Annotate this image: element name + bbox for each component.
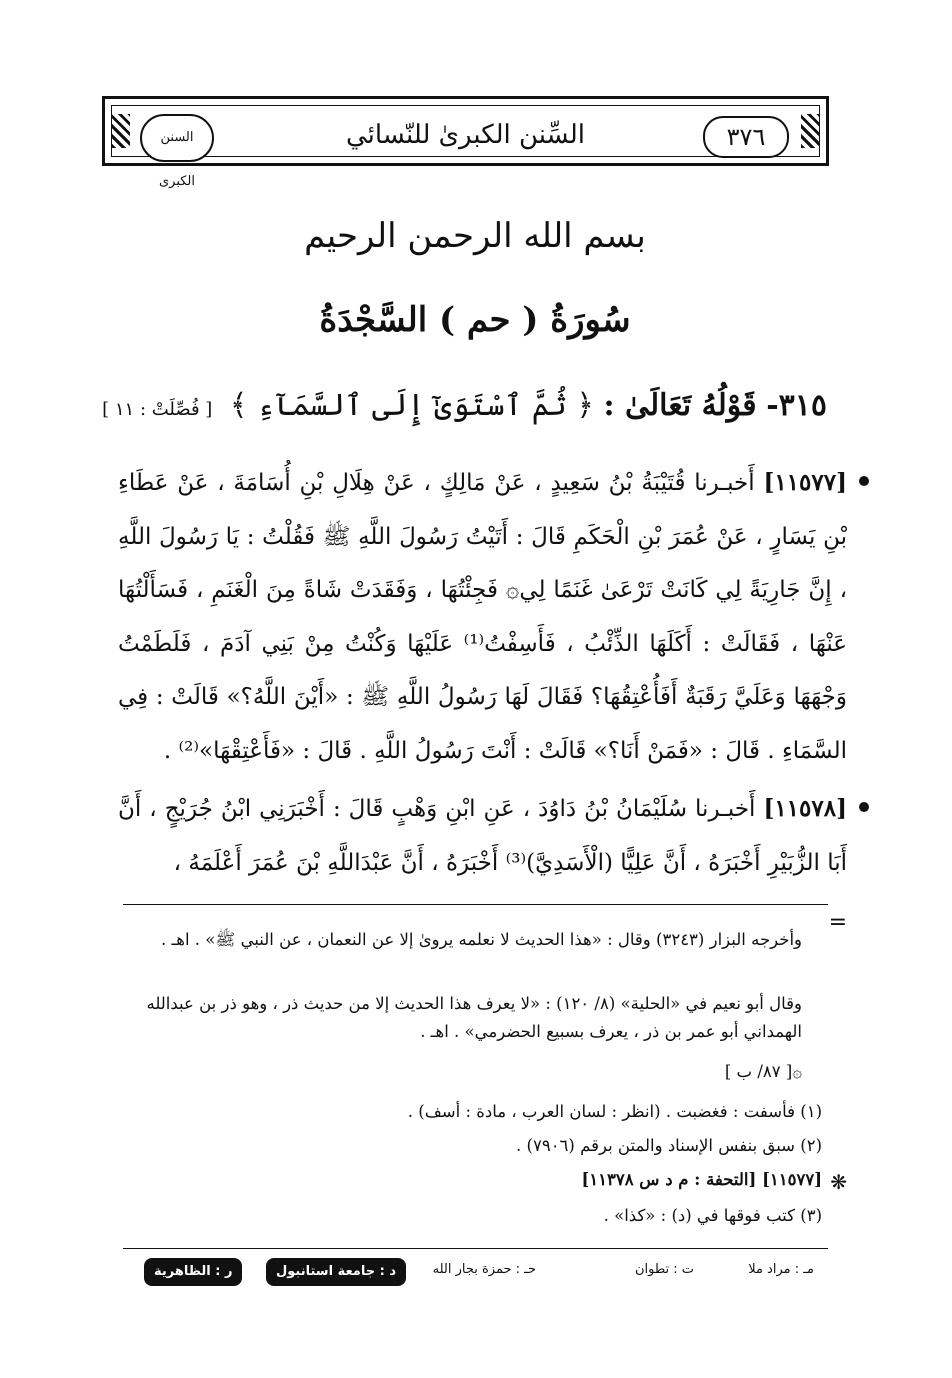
verse-title: قَوْلُهُ تَعَالَىٰ : — [603, 388, 757, 423]
right-ornament — [801, 114, 819, 148]
surah-title: سُورَةُ ( حم ) السَّجْدَةُ — [319, 300, 631, 340]
manuscript-m: مـ : مراد ملا — [748, 1262, 814, 1277]
hadith-text: أَخبـرنا سُلَيْمَانُ بْنُ دَاوُدَ ، عَنِ ابْنِ وَهْبٍ قَالَ : أَخْبَرَنِي ابْنُ جُرَيْجٍ ، أَنَّ أَبَا الزُّبَيْرِ أَخْبَرَهُ ، أَنَّ عَلِيًّا (الْأَسَدِيَّ)⁽³⁾ أَخْبَرَهُ ، أَنَّ عَبْدَاللَّهِ بْنَ عُمَرَ أَعْلَمَهُ ، — [118, 796, 847, 876]
page-header-frame — [102, 96, 829, 189]
left-ornament — [112, 114, 130, 148]
footnote-separator — [123, 904, 828, 905]
manuscript-r-badge: ر : الظاهرية — [144, 1258, 242, 1286]
manuscript-t: ت : تطوان — [634, 1262, 694, 1277]
verse-quote: ﴿ ثُمَّ ٱسْتَوَىٰٓ إِلَى ٱلسَّمَآءِ ﴾ — [229, 388, 594, 423]
verse-reference: [ فُصِّلَتْ : ١١ ] — [102, 399, 213, 420]
footnote-line: وقال أبو نعيم في «الحلية» (٨/ ١٢٠) : «لا يعرف هذا الحديث إلا من حديث ذر ، وهو ذر بن عبدالله الهمداني أبو عمر بن ذر ، يعرف بسبيع الحضرمي» . اهـ . — [146, 994, 802, 1041]
footnote-2: (٢) سبق بنفس الإسناد والمتن برقم (٧٩٠٦) . — [516, 1136, 822, 1155]
page-number: ٣٧٦ — [703, 116, 789, 158]
footnote-line: وأخرجه البزار (٣٢٤٣) وقال : «هذا الحديث لا نعلمه يروىٰ إلا عن النعمان ، عن النبي ﷺ» . اهـ . — [160, 930, 802, 949]
hadith-number: [١١٥٧٨] — [763, 795, 847, 822]
footer-rule — [123, 1248, 828, 1249]
manuscript-d-badge: د : جامعة استانبول — [266, 1258, 406, 1286]
footnote-1: (١) فأسفت : فغضبت . (انظر : لسان العرب ، مادة : أسف) . — [407, 1102, 822, 1121]
footnote-3: (٣) كتب فوقها في (د) : «كذا» . — [603, 1206, 822, 1225]
hadith-number: [١١٥٧٧] — [763, 469, 847, 496]
book-title: السِّنن الكبرىٰ للنّسائي — [346, 120, 585, 150]
folio-marker: ۞[ ٨٧/ ب ] — [724, 1062, 802, 1081]
hadith-block — [118, 456, 847, 778]
hadith-block — [118, 782, 847, 890]
basmala: بسم الله الرحمن الرحيم — [304, 216, 646, 256]
footnote-continuation-mark: = — [828, 910, 847, 935]
tuhfa-reference: [١١٥٧٧] [التحفة : م د س ١١٣٧٨] — [581, 1170, 822, 1189]
hadith-text: أَخبـرنا قُتَيْبَةُ بْنُ سَعِيدٍ ، عَنْ مَالِكٍ ، عَنْ هِلَالِ بْنِ أُسَامَةَ ، عَنْ عَطَاءِ بْنِ يَسَارٍ ، عَنْ عُمَرَ بْنِ الْحَكَمِ قَالَ : أَتَيْتُ رَسُولَ اللَّهِ ﷺ فَقُلْتُ : يَا رَسُولَ اللَّهِ ، إِنَّ جَارِيَةً لِي كَانَتْ تَرْعَىٰ غَنَمًا لِي۞ فَجِئْتُهَا ، وَفَقَدَتْ شَاةً مِنَ الْغَنَمِ ، فَسَأَلْتُهَا عَنْهَا ، فَقَالَتْ : أَكَلَهَا الذِّئْبُ ، فَأَسِفْتُ⁽¹⁾ عَلَيْهَا وَكُنْتُ مِنْ بَنِي آدَمَ ، فَلَطَمْتُ وَجْهَهَا وَعَلَيَّ رَقَبَةٌ أَفَأُعْتِقُهَا؟ فَقَالَ لَهَا رَسُولُ اللَّهِ ﷺ : «أَيْنَ اللَّهُ؟» قَالَتْ : فِي السَّمَاءِ . قَالَ : «فَمَنْ أَنَا؟» قَالَتْ : أَنْتَ رَسُولُ اللَّهِ . قَالَ : «فَأَعْتِقْهَا»⁽²⁾ . — [118, 470, 847, 764]
verse-number: ٣١٥- — [766, 388, 827, 423]
bullet-icon — [859, 476, 869, 486]
star-icon: ❋ — [830, 1170, 847, 1194]
header-inner-border — [111, 105, 820, 189]
verse-heading — [102, 388, 827, 423]
bullet-icon — [859, 802, 869, 812]
manuscript-h: حـ : حمزة بجار الله — [432, 1262, 536, 1277]
book-seal-logo: السنن الكبرى — [140, 114, 214, 162]
